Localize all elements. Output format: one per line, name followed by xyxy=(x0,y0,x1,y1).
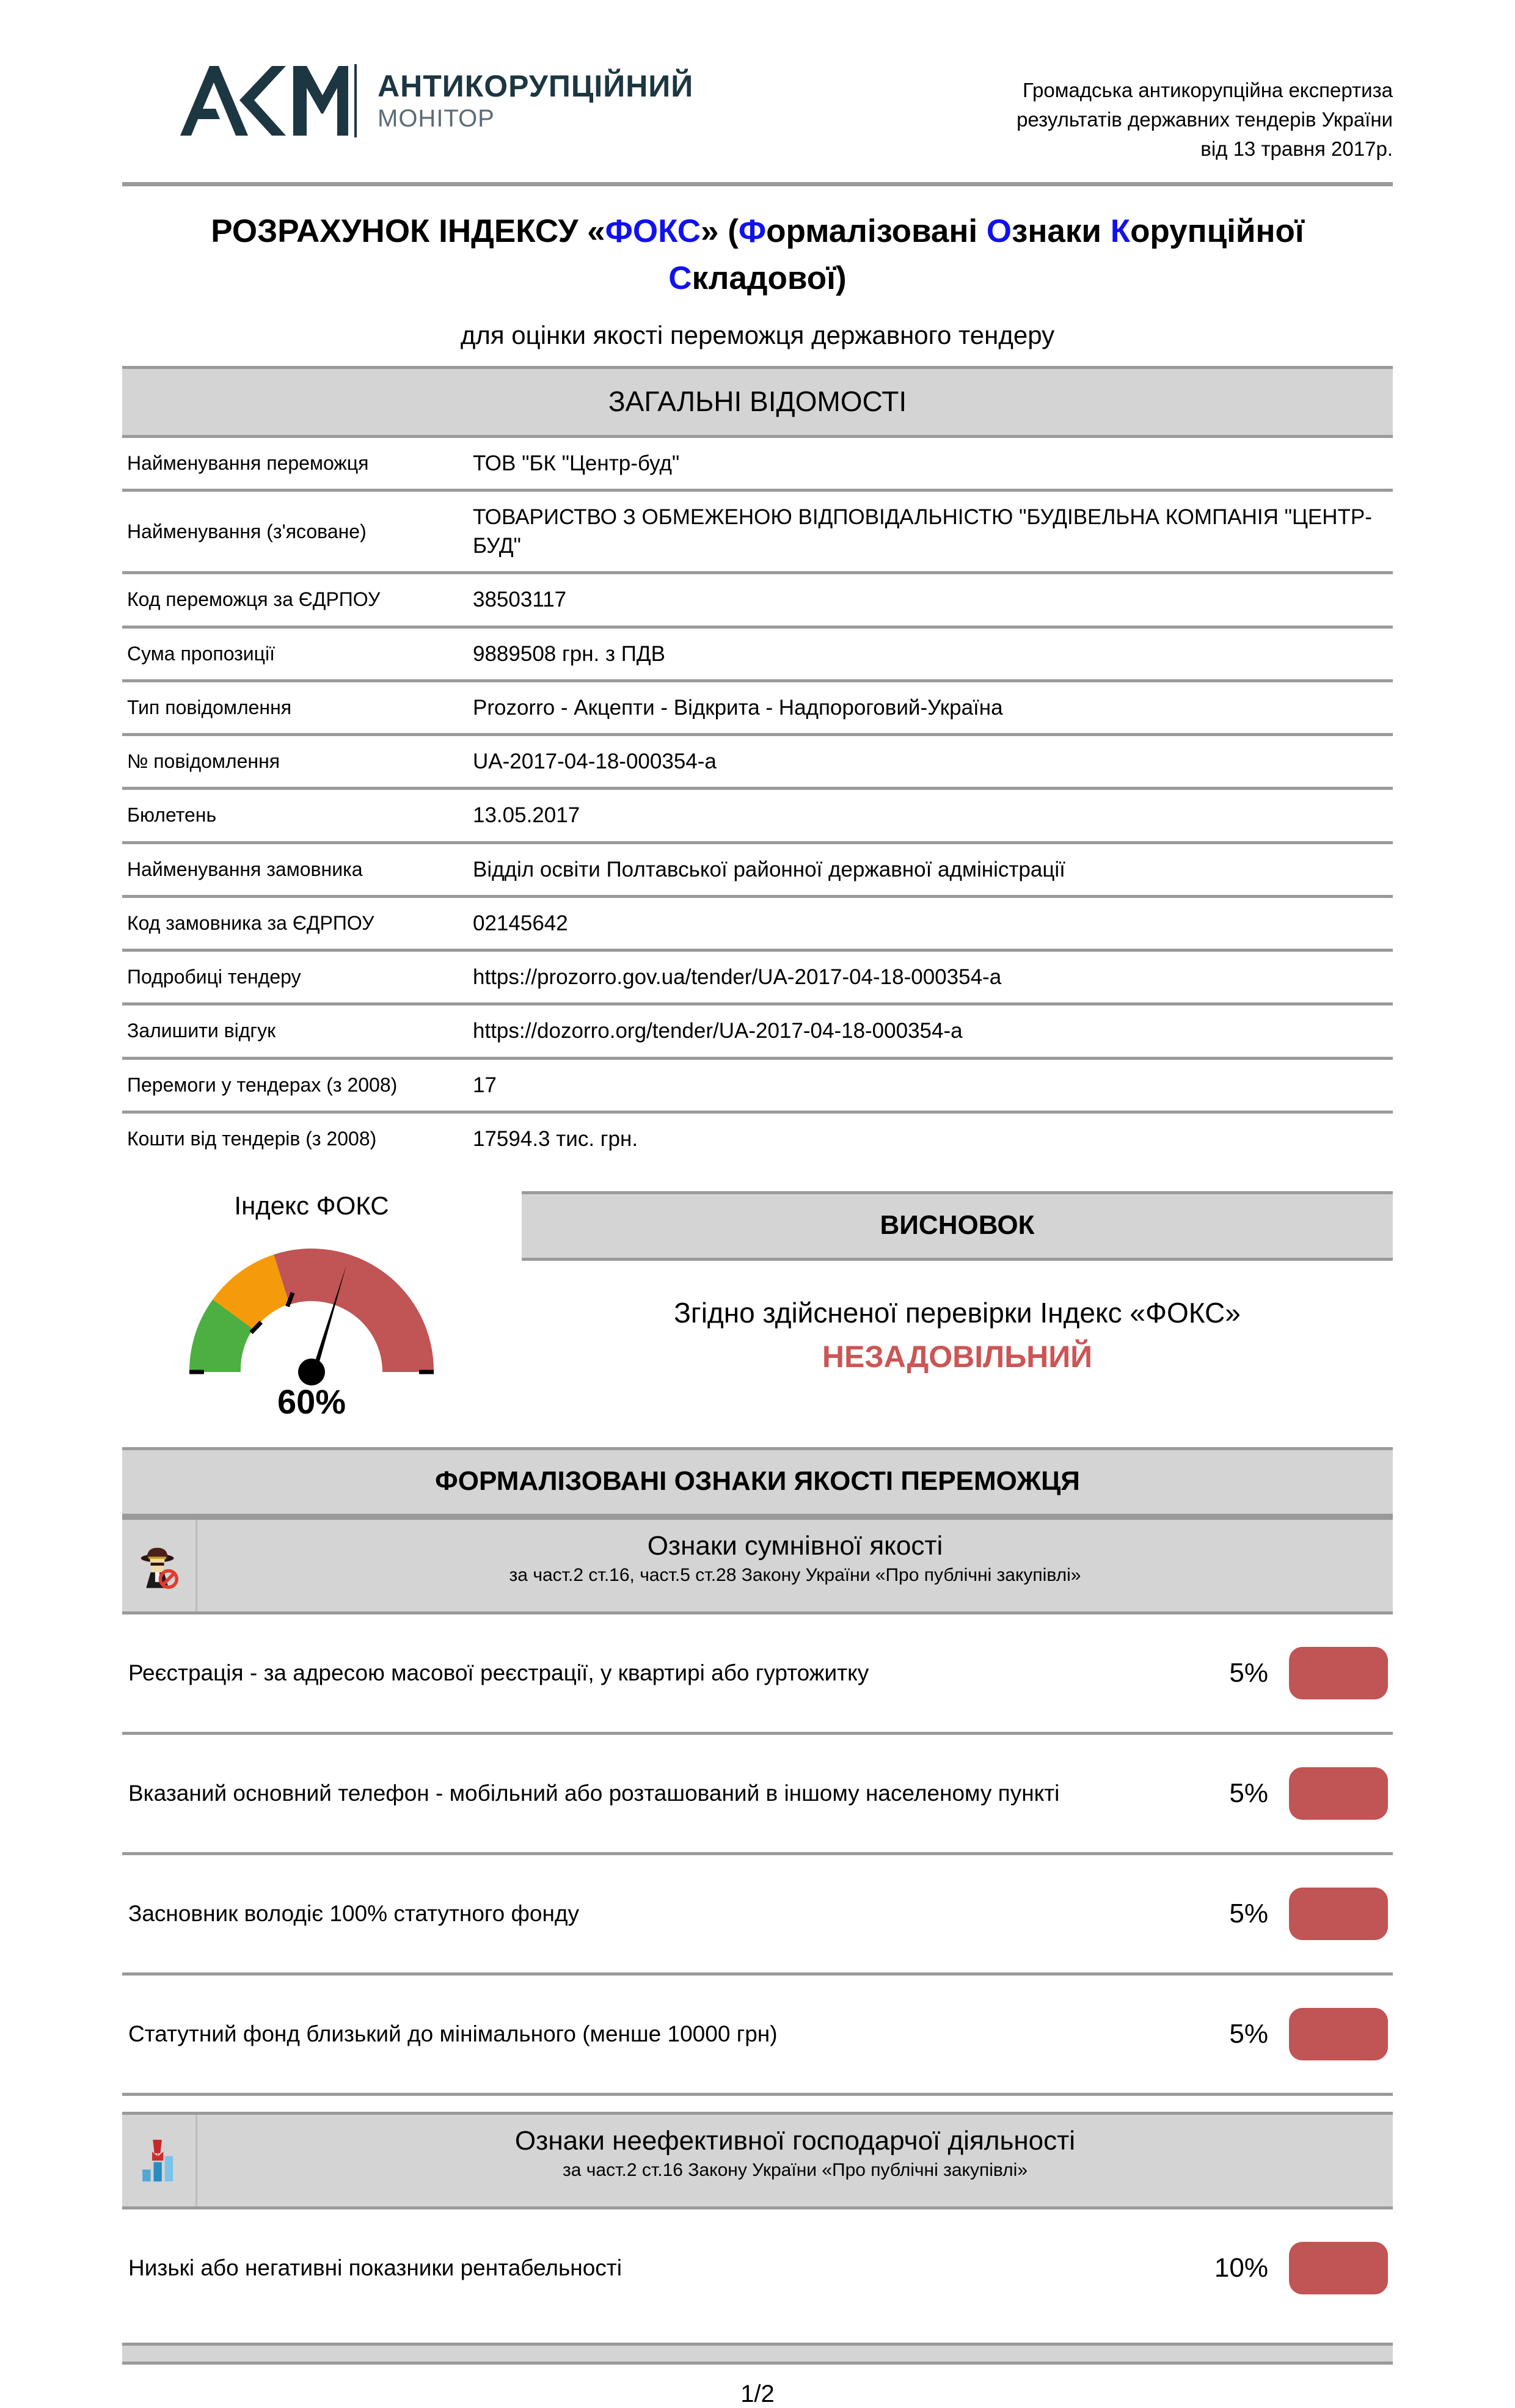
title-letter-s: С xyxy=(668,260,692,296)
group-icon-cell xyxy=(122,1520,197,1611)
table-row xyxy=(122,735,1393,789)
group-heading: Ознаки сумнівної якості xyxy=(647,1531,943,1561)
title-letter-f: Ф xyxy=(738,213,767,249)
group-text-cell xyxy=(197,1520,1393,1611)
header-note-line-1: Громадська антикорупційна експертиза xyxy=(1023,79,1393,101)
bar-chart-down-icon xyxy=(135,2137,183,2184)
row-label: Сума пропозиції xyxy=(127,642,275,665)
verdict-text: Згідно здійсненої перевірки Індекс «ФОКС» xyxy=(674,1297,1241,1329)
row-label: Код переможця за ЄДРПОУ xyxy=(127,588,381,611)
status-pill-red xyxy=(1289,1647,1388,1699)
title-letter-o: О xyxy=(986,213,1012,249)
criteria-group-header-inefficient-activity xyxy=(122,2112,1393,2209)
criteria-item xyxy=(122,1735,1393,1855)
row-value: 17594.3 тис. грн. xyxy=(473,1126,638,1151)
row-label: Найменування замовника xyxy=(127,858,363,880)
criteria-label: Вказаний основний телефон - мобільний або розташований в іншому населеному пункті xyxy=(128,1780,1060,1806)
table-row xyxy=(122,1112,1393,1164)
brand-name-primary: АНТИКОРУПЦІЙНИЙ xyxy=(378,68,694,103)
page-header xyxy=(122,0,1393,171)
verdict-block xyxy=(522,1191,1393,1374)
general-info-table xyxy=(122,438,1393,1165)
gauge-title: Індекс ФОКС xyxy=(234,1191,389,1220)
row-label: Кошти від тендерів (з 2008) xyxy=(127,1127,377,1150)
table-row xyxy=(122,1004,1393,1058)
criteria-item xyxy=(122,1976,1393,2096)
table-row xyxy=(122,438,1393,491)
row-value: Prozorro - Акцепти - Відкрита - Надпороговий-Україна xyxy=(473,695,1003,720)
row-value: https://prozorro.gov.ua/tender/UA-2017-04-18-000354-a xyxy=(473,965,1002,990)
criteria-item xyxy=(122,1855,1393,1976)
criteria-indicator xyxy=(1289,1888,1393,1940)
criteria-percent: 5% xyxy=(1229,1778,1268,1809)
row-value: ТОВ "БК "Центр-буд" xyxy=(473,451,680,475)
row-label: Перемоги у тендерах (з 2008) xyxy=(127,1073,398,1096)
row-label: Залишити відгук xyxy=(127,1020,276,1042)
status-pill-red xyxy=(1289,2008,1388,2060)
title-word-skladovoyi: кладової) xyxy=(692,260,847,296)
row-label: Найменування переможця xyxy=(127,451,369,474)
criteria-banner: ФОРМАЛІЗОВАНІ ОЗНАКИ ЯКОСТІ ПЕРЕМОЖЦЯ xyxy=(122,1447,1393,1517)
row-value: Відділ освіти Полтавської районної державної адміністрації xyxy=(473,857,1065,881)
title-letter-k: К xyxy=(1110,213,1131,249)
title-word-koruptsiynoyi: орупційної xyxy=(1130,213,1304,249)
spy-icon xyxy=(135,1542,183,1589)
table-row xyxy=(122,490,1393,573)
criteria-indicator xyxy=(1289,1647,1393,1699)
verdict-body xyxy=(522,1261,1393,1374)
row-value: ТОВАРИСТВО З ОБМЕЖЕНОЮ ВІДПОВІДАЛЬНІСТЮ "БУДІВЕЛЬНА КОМПАНІЯ "ЦЕНТР-БУД" xyxy=(473,505,1372,558)
criteria-label: Низькі або негативні показники рентабельності xyxy=(128,2255,622,2280)
verdict-status: НЕЗАДОВІЛЬНИЙ xyxy=(822,1340,1093,1374)
row-value: 38503117 xyxy=(473,588,567,612)
general-info-rows xyxy=(122,438,1393,1165)
page-number: 1/2 xyxy=(740,2381,775,2408)
row-value: 9889508 грн. з ПДВ xyxy=(473,641,665,666)
title-part-1: РОЗРАХУНОК ІНДЕКСУ « xyxy=(211,213,605,249)
row-label: Найменування (з'ясоване) xyxy=(127,520,367,542)
header-note-line-2: результатів державних тендерів України xyxy=(1017,108,1393,131)
table-row xyxy=(122,896,1393,950)
header-note-line-3: від 13 травня 2017р. xyxy=(1200,137,1393,160)
criteria-label: Реєстрація - за адресою масової реєстрації, у квартирі або гуртожитку xyxy=(128,1660,869,1685)
criteria-item xyxy=(122,2209,1393,2327)
criteria-item xyxy=(122,1614,1393,1735)
criteria-section xyxy=(122,1447,1393,2327)
table-row xyxy=(122,627,1393,680)
criteria-indicator xyxy=(1289,1767,1393,1820)
gauge-chart xyxy=(165,1225,458,1390)
brand-name-secondary: МОНІТОР xyxy=(378,104,495,132)
gauge-value-label: 60% xyxy=(277,1382,346,1421)
table-row xyxy=(122,573,1393,627)
criteria-percent: 5% xyxy=(1229,1658,1268,1688)
page-subtitle: для оцінки якості переможця державного тендеру xyxy=(460,320,1055,349)
row-label: Бюлетень xyxy=(127,804,217,826)
row-value: 13.05.2017 xyxy=(473,803,580,828)
criteria-indicator xyxy=(1289,2008,1393,2060)
brand-divider xyxy=(354,64,357,137)
criteria-indicator xyxy=(1289,2242,1393,2294)
criteria-percent: 5% xyxy=(1229,1899,1268,1929)
criteria-label: Статутний фонд близький до мінімального (менше 10000 грн) xyxy=(128,2021,778,2046)
akm-logo-icon xyxy=(147,61,348,140)
table-row xyxy=(122,789,1393,842)
general-info-banner: ЗАГАЛЬНІ ВІДОМОСТІ xyxy=(122,366,1393,438)
status-pill-red xyxy=(1289,2242,1388,2294)
criteria-label: Засновник володіє 100% статутного фонду xyxy=(128,1900,580,1926)
group-icon-cell xyxy=(122,2115,197,2206)
status-pill-red xyxy=(1289,1767,1388,1820)
table-row xyxy=(122,1058,1393,1112)
row-label: № повідомлення xyxy=(127,750,280,773)
row-label: Код замовника за ЄДРПОУ xyxy=(127,911,374,934)
index-and-verdict xyxy=(122,1191,1393,1421)
criteria-percent: 5% xyxy=(1229,2019,1268,2049)
title-word-oznaky: знаки xyxy=(1012,213,1111,249)
verdict-banner: ВИСНОВОК xyxy=(522,1191,1393,1261)
page-footer xyxy=(122,2343,1393,2408)
brand-block xyxy=(147,61,693,140)
table-row xyxy=(122,680,1393,734)
status-pill-red xyxy=(1289,1888,1388,1940)
row-value: https://dozorro.org/tender/UA-2017-04-18-000354-a xyxy=(473,1019,963,1043)
header-divider xyxy=(122,182,1393,186)
page-title xyxy=(122,208,1393,302)
group-law-reference: за част.2 ст.16, част.5 ст.28 Закону України «Про публічні закупівлі» xyxy=(509,1565,1081,1586)
row-value: 02145642 xyxy=(473,911,568,935)
brand-wordmark xyxy=(378,68,693,133)
criteria-percent: 10% xyxy=(1214,2253,1268,2283)
row-label: Подробиці тендеру xyxy=(127,966,301,988)
group-law-reference: за част.2 ст.16 Закону України «Про публічні закупівлі» xyxy=(562,2160,1028,2181)
group-text-cell xyxy=(197,2115,1393,2206)
table-row xyxy=(122,842,1393,896)
foks-gauge xyxy=(122,1191,501,1421)
row-value: 17 xyxy=(473,1073,497,1097)
title-acronym: ФОКС xyxy=(605,213,701,249)
header-note xyxy=(1017,61,1393,164)
group-heading: Ознаки неефективної господарчої діяльності xyxy=(514,2126,1076,2156)
row-label: Тип повідомлення xyxy=(127,696,292,718)
title-word-formalizovani: ормалізовані xyxy=(766,213,987,249)
table-row xyxy=(122,950,1393,1004)
title-part-2: » ( xyxy=(701,213,739,249)
criteria-group-header-doubtful-quality xyxy=(122,1517,1393,1614)
footer-divider xyxy=(122,2343,1393,2365)
row-value: UA-2017-04-18-000354-a xyxy=(473,750,717,774)
